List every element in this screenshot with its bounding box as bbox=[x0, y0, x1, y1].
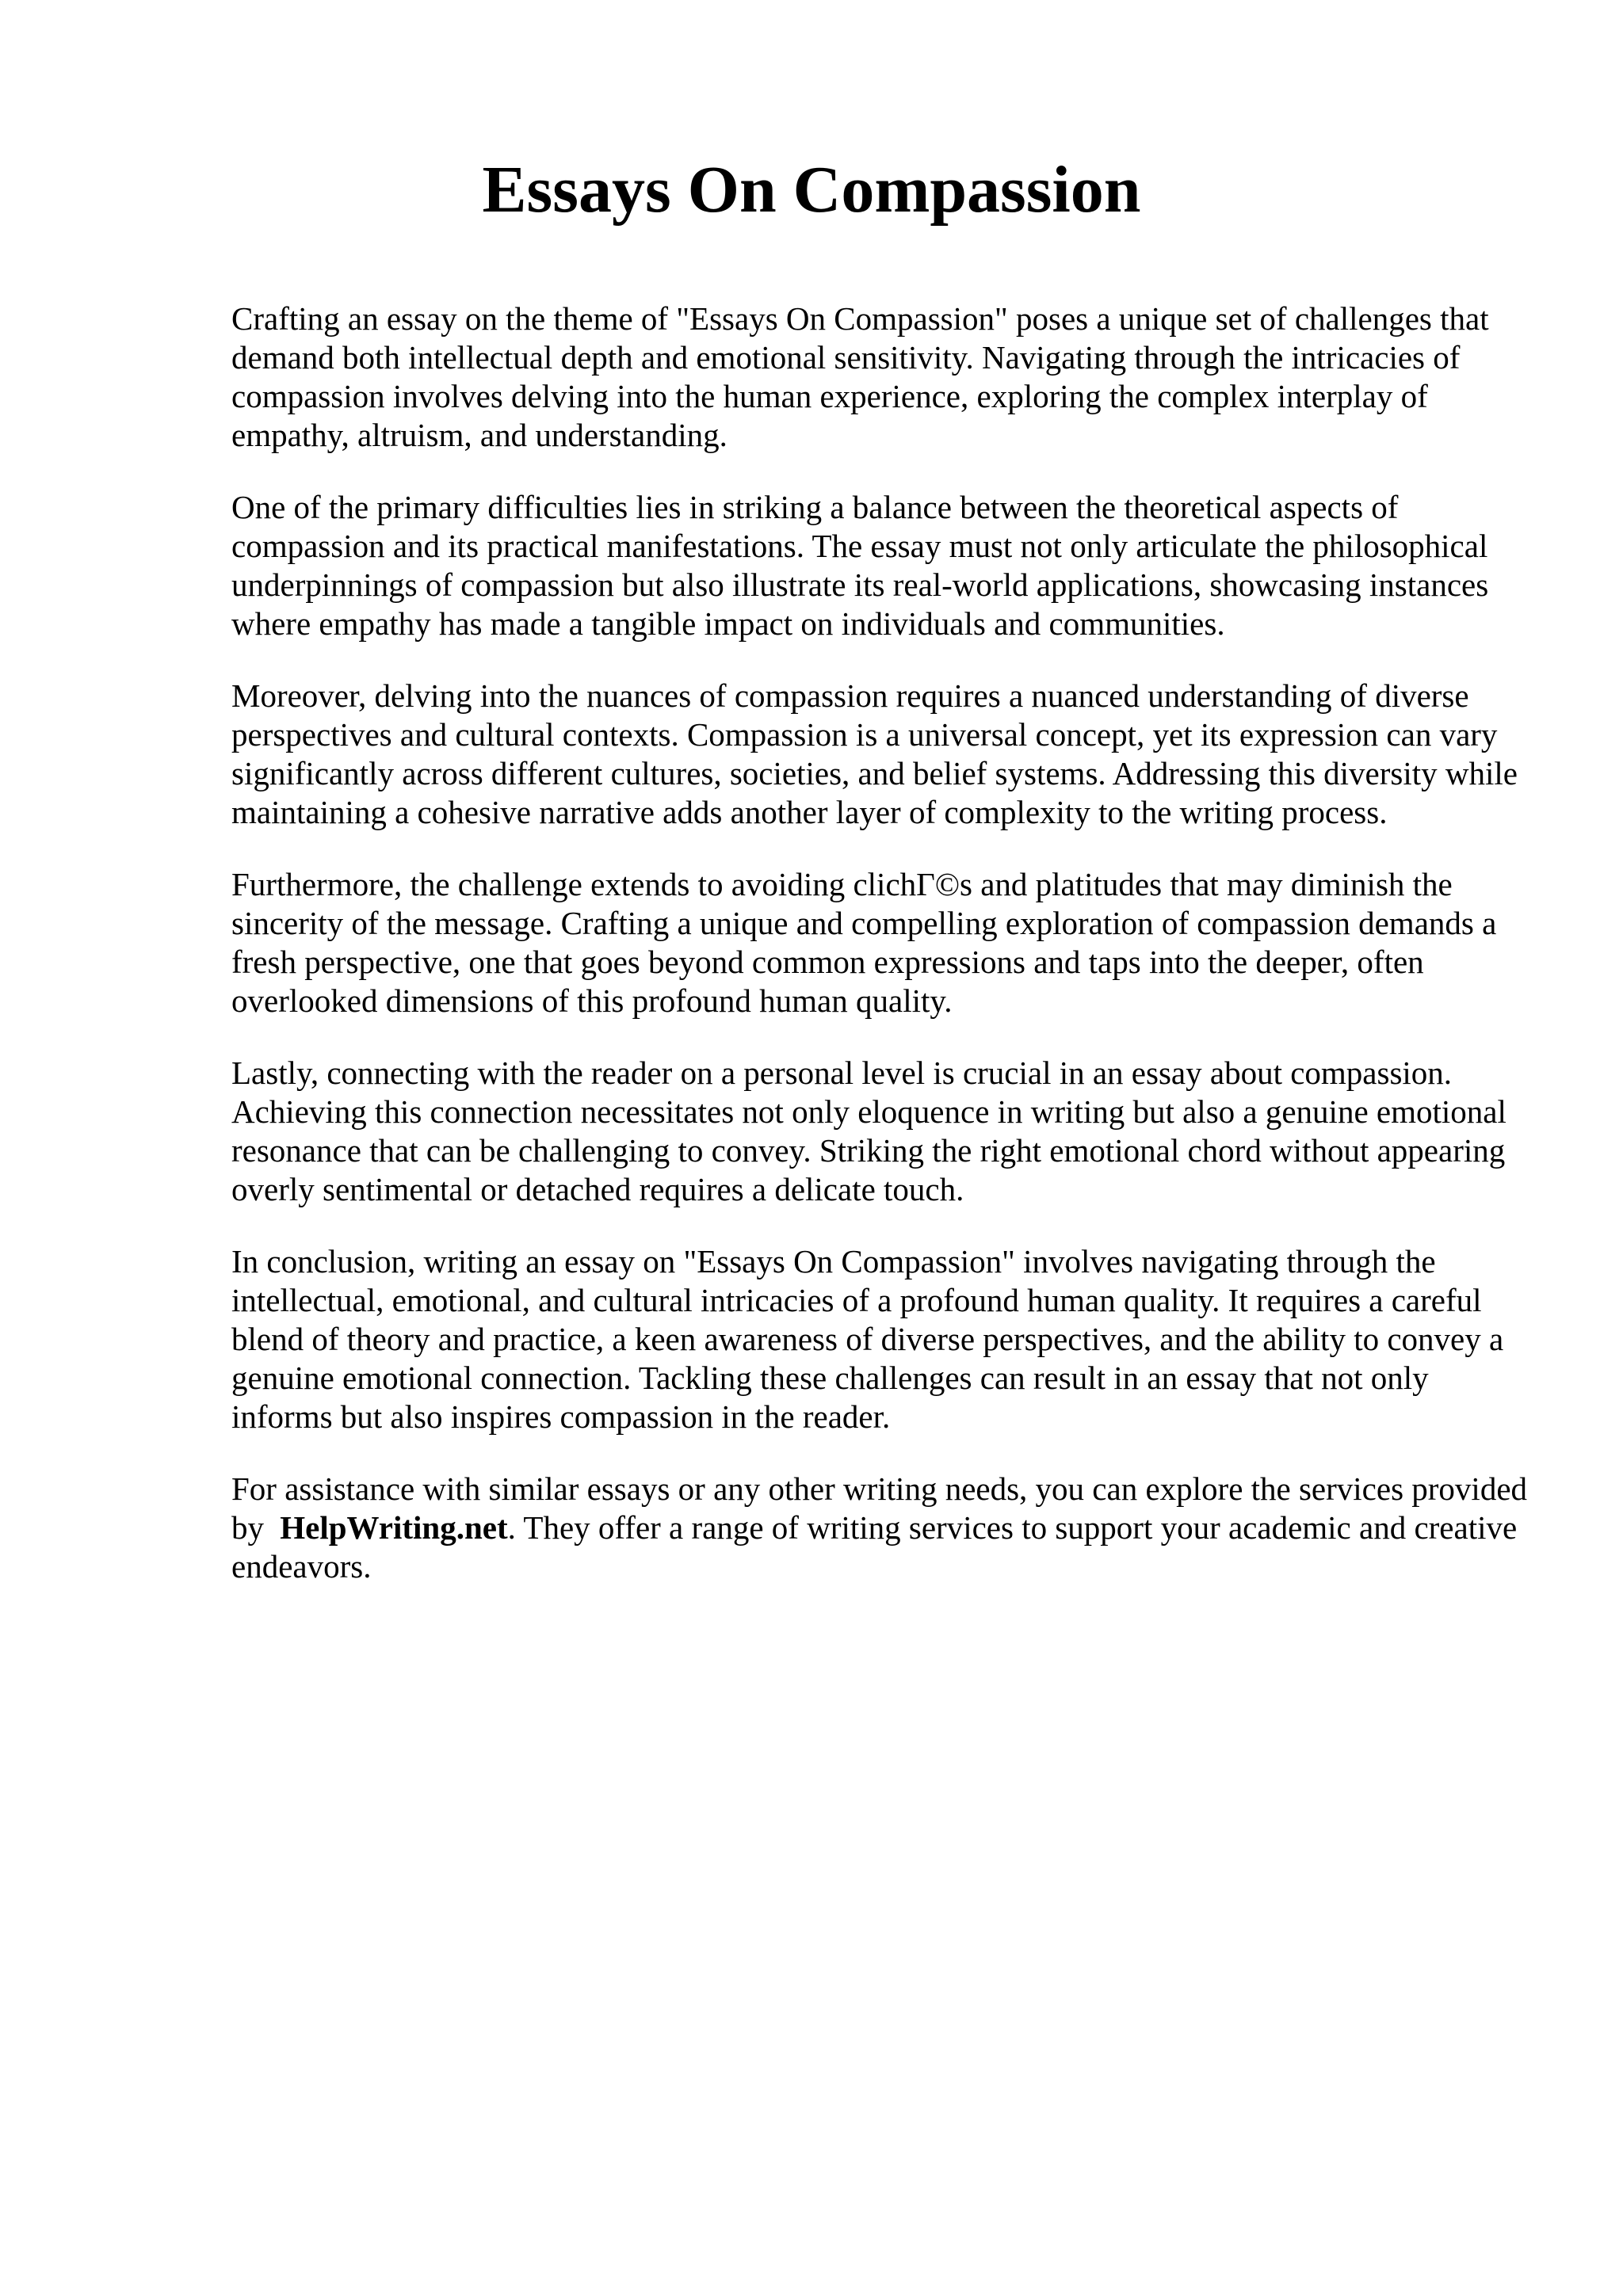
paragraph-4: Furthermore, the challenge extends to avoiding clichГ©s and platitudes that may diminish the sincerity of the message. Crafting a unique and compelling exploration of compassion demands a fresh perspective, one that goes beyond common expressions and taps into the deeper, often overlooked dimensions of this profound human quality. bbox=[231, 866, 1497, 1019]
paragraph-6: In conclusion, writing an essay on "Essays On Compassion" involves navigating through the intellectual, emotional, and cultural intricacies of a profound human quality. It requires a careful blend of theory and practice, a keen awareness of diverse perspectives, and the ability to convey a genuine emotional connection. Tackling these challenges can result in an essay that not only informs but also inspires compassion in the reader. bbox=[231, 1243, 1504, 1435]
paragraph-5: Lastly, connecting with the reader on a personal level is crucial in an essay about compassion. Achieving this connection necessitates not only eloquence in writing but also a genuine emotional resonance that can be challenging to convey. Striking the right emotional chord without appearing overly sentimental or detached requires a delicate touch. bbox=[231, 1055, 1507, 1207]
closing-text-after: . They offer a range of writing services to support your academic and creative endeavors. bbox=[231, 1509, 1518, 1585]
paragraph-2: One of the primary difficulties lies in striking a balance between the theoretical aspects of compassion and its practical manifestations. The essay must not only articulate the philosophical underpinnings of compassion but also illustrate its real-world applications, showcasing instances where empathy has made a tangible impact on individuals and communities. bbox=[231, 489, 1489, 642]
document-title: Essays On Compassion bbox=[482, 153, 1141, 227]
helpwriting-link[interactable]: HelpWriting.net bbox=[280, 1509, 508, 1546]
paragraph-1: Crafting an essay on the theme of "Essays On Compassion" poses a unique set of challenges that demand both intellectual depth and emotional sensitivity. Navigating through the intricacies of compassion involves delving into the human experience, exploring the complex interplay of empathy, altruism, and understanding. bbox=[231, 300, 1489, 453]
closing-text-before: For assistance with similar essays or any other writing needs, you can explore the services provided by bbox=[231, 1470, 1528, 1546]
closing-paragraph bbox=[231, 1470, 1531, 1586]
document-body bbox=[231, 299, 1531, 1619]
paragraph-3: Moreover, delving into the nuances of compassion requires a nuanced understanding of diverse perspectives and cultural contexts. Compassion is a universal concept, yet its expression can vary significantly across different cultures, societies, and belief systems. Addressing this diversity while maintaining a cohesive narrative adds another layer of complexity to the writing process. bbox=[231, 677, 1518, 830]
